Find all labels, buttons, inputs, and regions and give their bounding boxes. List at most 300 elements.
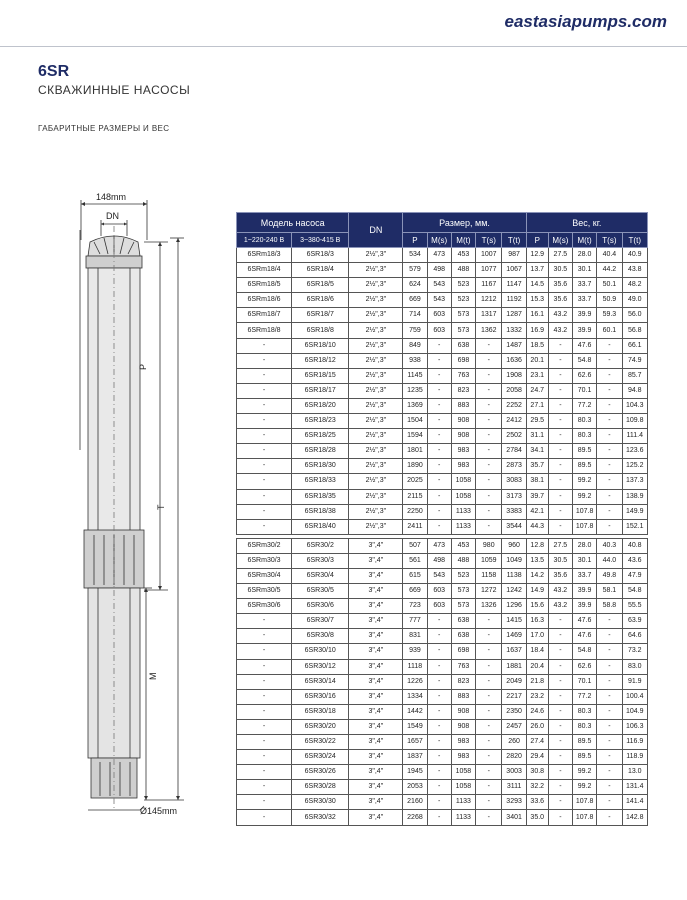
table-cell: 1657 (403, 735, 427, 750)
table-cell: - (237, 629, 292, 644)
table-cell: 573 (451, 584, 475, 599)
table-cell: 50.9 (597, 293, 622, 308)
table-cell: 6SR18/8 (292, 323, 349, 338)
table-cell: 1192 (502, 293, 526, 308)
table-cell: 16.9 (526, 323, 548, 338)
table-cell: 62.6 (572, 659, 596, 674)
table-cell: 6SRm30/2 (237, 538, 292, 553)
table-cell: 6SR18/20 (292, 398, 349, 413)
table-row (237, 704, 648, 719)
table-cell: 50.1 (597, 278, 622, 293)
table-cell: 3",4" (349, 735, 403, 750)
table-cell: 26.0 (526, 719, 548, 734)
table-cell: 17.0 (526, 629, 548, 644)
table-row (237, 553, 648, 568)
table-cell: 823 (451, 383, 475, 398)
table-cell: 1235 (403, 383, 427, 398)
table-cell: 30.1 (572, 263, 596, 278)
table-cell: - (427, 489, 451, 504)
table-cell: 6SR30/28 (292, 780, 349, 795)
table-cell: - (548, 414, 572, 429)
col-header-weight-ts: T(s) (597, 233, 622, 248)
table-cell: - (597, 780, 622, 795)
table-cell: - (548, 689, 572, 704)
table-cell: 615 (403, 568, 427, 583)
table-cell: - (476, 795, 502, 810)
col-header-size-mt: M(t) (451, 233, 475, 248)
table-cell: 2½",3" (349, 474, 403, 489)
table-cell: - (427, 519, 451, 534)
table-cell: 603 (427, 584, 451, 599)
table-cell: - (597, 444, 622, 459)
table-cell: 983 (451, 735, 475, 750)
table-cell: - (597, 704, 622, 719)
table-row (237, 795, 648, 810)
table-cell: 54.8 (622, 584, 647, 599)
table-cell: - (237, 735, 292, 750)
table-cell: - (427, 614, 451, 629)
table-cell: 6SR30/4 (292, 568, 349, 583)
width-label: 148mm (96, 192, 127, 202)
table-cell: 473 (427, 538, 451, 553)
table-cell: 1469 (502, 629, 526, 644)
table-cell: 3",4" (349, 538, 403, 553)
table-cell: - (427, 414, 451, 429)
table-cell: 14.2 (526, 568, 548, 583)
table-cell: - (597, 414, 622, 429)
table-cell: 35.6 (548, 278, 572, 293)
table-cell: 1077 (476, 263, 502, 278)
table-cell: - (237, 398, 292, 413)
table-cell: - (597, 659, 622, 674)
table-cell: - (237, 719, 292, 734)
table-cell: 3",4" (349, 689, 403, 704)
table-cell: 3",4" (349, 644, 403, 659)
table-cell: 6SR18/12 (292, 353, 349, 368)
table-cell: - (237, 459, 292, 474)
table-cell: 6SR30/20 (292, 719, 349, 734)
table-row (237, 248, 648, 263)
col-header-weight-ms: M(s) (548, 233, 572, 248)
table-cell: 62.6 (572, 368, 596, 383)
table-cell: 85.7 (622, 368, 647, 383)
table-cell: - (237, 689, 292, 704)
table-cell: 6SR30/8 (292, 629, 349, 644)
table-cell: 498 (427, 553, 451, 568)
table-row (237, 459, 648, 474)
table-cell: - (548, 629, 572, 644)
table-cell: 12.8 (526, 538, 548, 553)
table-cell: - (548, 489, 572, 504)
table-cell: 1637 (502, 644, 526, 659)
table-cell: - (237, 368, 292, 383)
col-header-weight-p: P (526, 233, 548, 248)
table-cell: 1242 (502, 584, 526, 599)
table-cell: - (597, 368, 622, 383)
table-cell: 43.2 (548, 323, 572, 338)
table-row (237, 629, 648, 644)
table-cell: - (237, 383, 292, 398)
table-cell: 77.2 (572, 398, 596, 413)
table-cell: 1317 (476, 308, 502, 323)
table-cell: 3",4" (349, 780, 403, 795)
table-row (237, 489, 648, 504)
table-cell: - (476, 429, 502, 444)
table-cell: 1118 (403, 659, 427, 674)
table-cell: 523 (451, 293, 475, 308)
table-cell: 3544 (502, 519, 526, 534)
table-cell: 1058 (451, 489, 475, 504)
table-cell: 40.3 (597, 538, 622, 553)
table-cell: 55.5 (622, 599, 647, 614)
table-cell: 2250 (403, 504, 427, 519)
table-cell: 33.7 (572, 293, 596, 308)
table-cell: - (427, 735, 451, 750)
table-cell: 1881 (502, 659, 526, 674)
table-cell: 488 (451, 553, 475, 568)
table-cell: 543 (427, 278, 451, 293)
table-row (237, 444, 648, 459)
table-cell: 3",4" (349, 795, 403, 810)
table-cell: 1058 (451, 765, 475, 780)
table-cell: 83.0 (622, 659, 647, 674)
table-row (237, 263, 648, 278)
table-cell: 1007 (476, 248, 502, 263)
table-cell: - (476, 750, 502, 765)
table-row (237, 719, 648, 734)
table-cell: - (597, 519, 622, 534)
table-cell: 28.0 (572, 248, 596, 263)
table-cell: 1133 (451, 519, 475, 534)
table-cell: 1145 (403, 368, 427, 383)
table-cell: 6SRm18/8 (237, 323, 292, 338)
table-cell: - (476, 810, 502, 825)
table-cell: 983 (451, 750, 475, 765)
table-cell: 6SR18/33 (292, 474, 349, 489)
table-cell: 35.7 (526, 459, 548, 474)
table-cell: - (476, 353, 502, 368)
table-cell: 2½",3" (349, 248, 403, 263)
table-cell: - (597, 765, 622, 780)
table-cell: 1049 (502, 553, 526, 568)
table-cell: - (476, 489, 502, 504)
table-cell: 698 (451, 644, 475, 659)
table-row (237, 659, 648, 674)
table-row (237, 368, 648, 383)
table-cell: 908 (451, 719, 475, 734)
table-cell: - (597, 504, 622, 519)
table-cell: 125.2 (622, 459, 647, 474)
table-cell: - (548, 614, 572, 629)
table-cell: 40.8 (622, 538, 647, 553)
table-cell: 3",4" (349, 674, 403, 689)
table-cell: - (597, 383, 622, 398)
table-cell: 2½",3" (349, 489, 403, 504)
table-cell: 15.3 (526, 293, 548, 308)
table-cell: 24.7 (526, 383, 548, 398)
table-cell: 94.8 (622, 383, 647, 398)
table-cell: 3173 (502, 489, 526, 504)
table-cell: 983 (451, 444, 475, 459)
table-cell: 980 (476, 538, 502, 553)
table-cell: - (427, 444, 451, 459)
table-cell: 2½",3" (349, 519, 403, 534)
table-cell: 3083 (502, 474, 526, 489)
table-cell: 6SRm18/6 (237, 293, 292, 308)
table-cell: 16.1 (526, 308, 548, 323)
table-cell: 6SR30/26 (292, 765, 349, 780)
table-cell: 54.8 (572, 353, 596, 368)
table-cell: 35.6 (548, 568, 572, 583)
col-header-3ph: 3~380-415 В (292, 233, 349, 248)
table-cell: - (597, 398, 622, 413)
table-cell: 49.0 (622, 293, 647, 308)
table-cell: 47.6 (572, 629, 596, 644)
table-row (237, 414, 648, 429)
table-cell: 89.5 (572, 750, 596, 765)
table-row (237, 504, 648, 519)
table-row (237, 584, 648, 599)
table-cell: - (597, 429, 622, 444)
table-row (237, 538, 648, 553)
table-cell: 1287 (502, 308, 526, 323)
table-cell: 2252 (502, 398, 526, 413)
table-cell: 1133 (451, 795, 475, 810)
table-cell: 32.2 (526, 780, 548, 795)
table-cell: 1801 (403, 444, 427, 459)
table-cell: 58.8 (597, 599, 622, 614)
table-cell: 44.0 (597, 553, 622, 568)
table-cell: - (427, 368, 451, 383)
table-cell: 6SR30/12 (292, 659, 349, 674)
table-cell: 2820 (502, 750, 526, 765)
table-cell: - (427, 765, 451, 780)
table-cell: - (427, 719, 451, 734)
table-cell: 23.2 (526, 689, 548, 704)
table-cell: 1334 (403, 689, 427, 704)
table-cell: 908 (451, 429, 475, 444)
table-cell: 507 (403, 538, 427, 553)
table-cell: 70.1 (572, 674, 596, 689)
t-label: T (156, 504, 166, 510)
table-cell: 2½",3" (349, 504, 403, 519)
table-cell: 763 (451, 659, 475, 674)
table-cell: 603 (427, 323, 451, 338)
table-cell: 104.9 (622, 704, 647, 719)
table-cell: 3383 (502, 504, 526, 519)
table-cell: 107.8 (572, 810, 596, 825)
table-cell: 43.8 (622, 263, 647, 278)
table-cell: - (237, 353, 292, 368)
table-cell: 107.8 (572, 795, 596, 810)
table-cell: 6SR18/7 (292, 308, 349, 323)
table-cell: - (597, 459, 622, 474)
table-cell: - (476, 629, 502, 644)
table-cell: 89.5 (572, 735, 596, 750)
table-cell: 30.1 (572, 553, 596, 568)
table-cell: 48.2 (622, 278, 647, 293)
table-cell: 6SR30/6 (292, 599, 349, 614)
table-cell: - (548, 750, 572, 765)
table-cell: 99.2 (572, 765, 596, 780)
table-cell: 43.2 (548, 584, 572, 599)
table-cell: 723 (403, 599, 427, 614)
table-cell: 473 (427, 248, 451, 263)
table-cell: 70.1 (572, 383, 596, 398)
table-cell: - (476, 519, 502, 534)
table-cell: 24.6 (526, 704, 548, 719)
col-header-weight-tt: T(t) (622, 233, 647, 248)
table-cell: 579 (403, 263, 427, 278)
table-cell: 40.4 (597, 248, 622, 263)
table-cell: 2½",3" (349, 293, 403, 308)
table-cell: 1212 (476, 293, 502, 308)
table-cell: 18.5 (526, 338, 548, 353)
table-cell: 6SR30/2 (292, 538, 349, 553)
table-cell: 1442 (403, 704, 427, 719)
table-cell: - (548, 398, 572, 413)
table-cell: 2784 (502, 444, 526, 459)
table-cell: 6SR30/22 (292, 735, 349, 750)
table-cell: 6SR18/15 (292, 368, 349, 383)
table-cell: 2160 (403, 795, 427, 810)
table-cell: - (427, 704, 451, 719)
table-row (237, 323, 648, 338)
table-cell: - (476, 414, 502, 429)
table-cell: 1837 (403, 750, 427, 765)
table-cell: 33.7 (572, 278, 596, 293)
table-cell: 573 (451, 599, 475, 614)
table-cell: - (427, 429, 451, 444)
col-header-size-tt: T(t) (502, 233, 526, 248)
table-cell: - (548, 444, 572, 459)
table-cell: 99.2 (572, 780, 596, 795)
table-cell: 453 (451, 248, 475, 263)
table-cell: 29.4 (526, 750, 548, 765)
table-cell: - (597, 750, 622, 765)
brand-url: eastasiapumps.com (504, 12, 667, 31)
table-cell: 2½",3" (349, 308, 403, 323)
table-cell: 1636 (502, 353, 526, 368)
table-cell: 6SRm18/7 (237, 308, 292, 323)
table-row (237, 308, 648, 323)
table-cell: 47.6 (572, 338, 596, 353)
table-cell: 849 (403, 338, 427, 353)
table-cell: 152.1 (622, 519, 647, 534)
table-cell: 137.3 (622, 474, 647, 489)
table-cell: 2025 (403, 474, 427, 489)
table-row (237, 398, 648, 413)
table-row (237, 568, 648, 583)
table-cell: 1504 (403, 414, 427, 429)
table-cell: 2½",3" (349, 414, 403, 429)
table-cell: 2½",3" (349, 459, 403, 474)
table-cell: - (597, 489, 622, 504)
table-cell: 44.3 (526, 519, 548, 534)
table-cell: - (237, 810, 292, 825)
table-cell: 60.1 (597, 323, 622, 338)
table-cell: 1594 (403, 429, 427, 444)
table-cell: 6SRm18/3 (237, 248, 292, 263)
table-cell: 23.1 (526, 368, 548, 383)
table-cell: - (237, 795, 292, 810)
table-cell: 1226 (403, 674, 427, 689)
col-header-1ph: 1~220-240 В (237, 233, 292, 248)
table-cell: - (427, 659, 451, 674)
table-cell: 89.5 (572, 444, 596, 459)
table-cell: 543 (427, 568, 451, 583)
table-cell: 49.8 (597, 568, 622, 583)
table-cell: 3",4" (349, 568, 403, 583)
table-cell: 2½",3" (349, 263, 403, 278)
table-row (237, 429, 648, 444)
table-cell: 47.9 (622, 568, 647, 583)
table-cell: 6SRm30/3 (237, 553, 292, 568)
table-cell: 3293 (502, 795, 526, 810)
table-cell: - (237, 674, 292, 689)
table-cell: - (548, 474, 572, 489)
table-cell: - (427, 398, 451, 413)
table-cell: 3",4" (349, 659, 403, 674)
table-cell: - (476, 689, 502, 704)
table-cell: 543 (427, 293, 451, 308)
table-cell: 6SR18/30 (292, 459, 349, 474)
table-cell: - (427, 459, 451, 474)
table-cell: - (548, 504, 572, 519)
table-cell: 149.9 (622, 504, 647, 519)
table-cell: 47.6 (572, 614, 596, 629)
table-cell: - (476, 368, 502, 383)
table-cell: 43.2 (548, 308, 572, 323)
table-cell: 116.9 (622, 735, 647, 750)
table-cell: 59.3 (597, 308, 622, 323)
table-cell: 6SR18/23 (292, 414, 349, 429)
col-header-size: Размер, мм. (403, 213, 526, 233)
table-cell: - (476, 398, 502, 413)
table-cell: 20.1 (526, 353, 548, 368)
table-cell: - (597, 810, 622, 825)
table-cell: 983 (451, 459, 475, 474)
table-cell: 80.3 (572, 719, 596, 734)
table-row (237, 765, 648, 780)
table-cell: - (548, 644, 572, 659)
table-cell: 39.9 (572, 599, 596, 614)
table-cell: 30.5 (548, 553, 572, 568)
table-cell: - (476, 644, 502, 659)
pump-dimension-drawing (60, 190, 230, 820)
table-cell: 1133 (451, 504, 475, 519)
table-cell: - (237, 444, 292, 459)
table-cell: 939 (403, 644, 427, 659)
table-cell: 573 (451, 308, 475, 323)
dn-label: DN (106, 211, 119, 221)
table-cell: 1415 (502, 614, 526, 629)
table-cell: 1890 (403, 459, 427, 474)
table-cell: 883 (451, 398, 475, 413)
table-cell: - (548, 719, 572, 734)
table-cell: 123.6 (622, 444, 647, 459)
table-cell: - (476, 614, 502, 629)
table-cell: - (427, 674, 451, 689)
table-cell: - (548, 704, 572, 719)
table-cell: 77.2 (572, 689, 596, 704)
table-cell: 6SR18/5 (292, 278, 349, 293)
table-cell: - (427, 629, 451, 644)
table-cell: 29.5 (526, 414, 548, 429)
table-cell: 118.9 (622, 750, 647, 765)
col-header-model: Модель насоса (237, 213, 349, 233)
table-cell: 2115 (403, 489, 427, 504)
